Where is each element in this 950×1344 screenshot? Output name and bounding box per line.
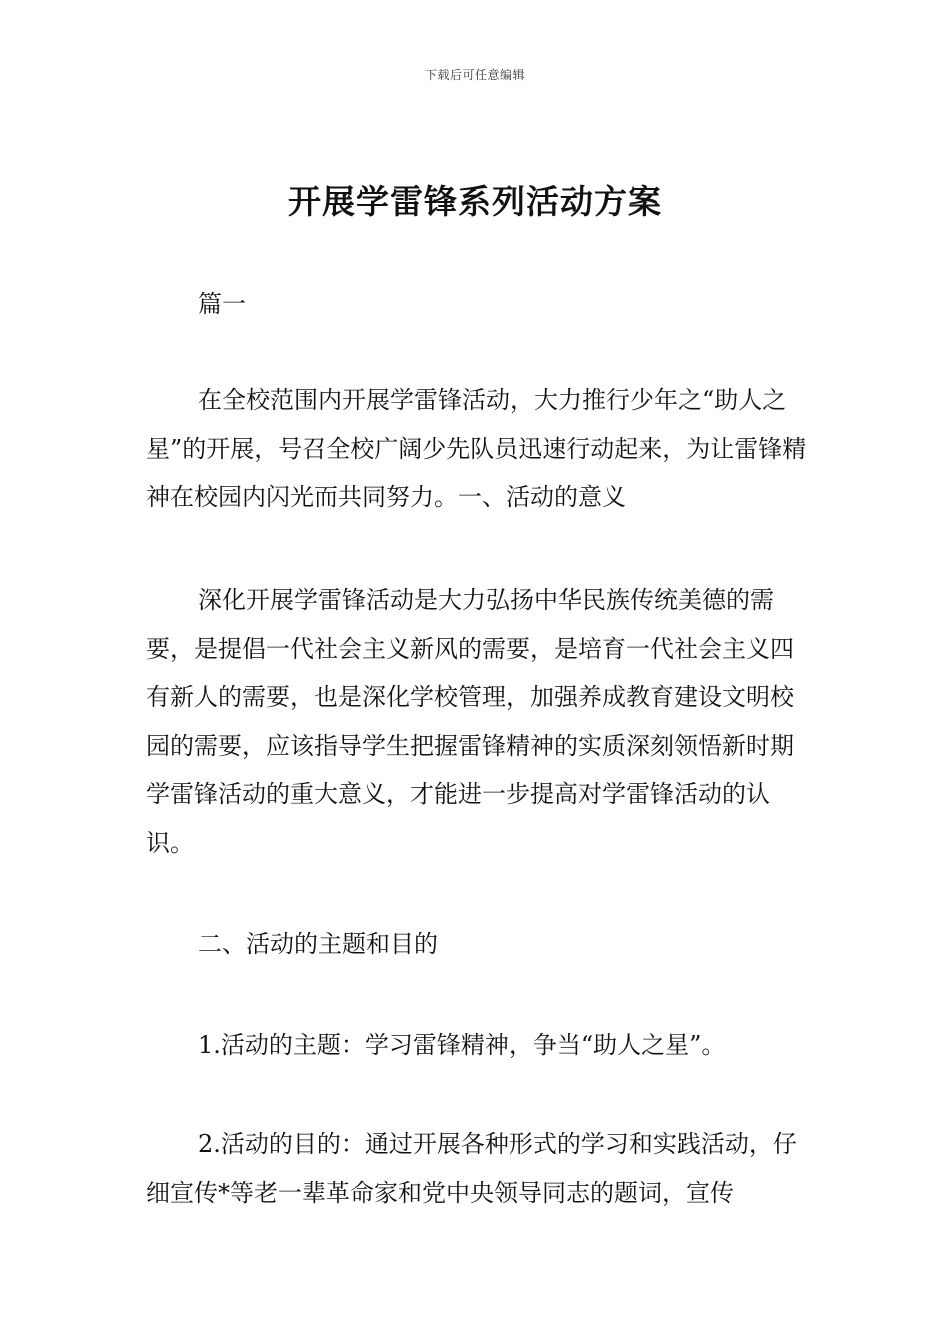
section-heading-theme: 二、活动的主题和目的 bbox=[198, 930, 438, 958]
document-title: 开展学雷锋系列活动方案 bbox=[288, 182, 662, 221]
paragraph-significance: 深化开展学雷锋活动是大力弘扬中华民族传统美德的需要，是提倡一代社会主义新风的需要，是培育一代社会主义四有新人的需要，也是深化学校管理，加强养成教育建设文明校园的需要，应该指导学生把握雷锋精神的实质深刻领悟新时期学雷锋活动的重大意义，才能进一步提高对学雷锋活动的认识。 bbox=[146, 586, 794, 857]
paragraph-theme: 1.活动的主题：学习雷锋精神，争当“助人之星”。 bbox=[198, 1031, 726, 1059]
header-note: 下载后可任意编辑 bbox=[424, 68, 525, 82]
paragraph-purpose: 2.活动的目的：通过开展各种形式的学习和实践活动，仔细宣传*等老一辈革命家和党中央领导同志的题词，宣传 bbox=[146, 1130, 797, 1207]
paragraph-intro: 在全校范围内开展学雷锋活动，大力推行少年之“助人之星”的开展，号召全校广阔少先队员迅速行动起来，为让雷锋精神在校园内闪光而共同努力。一、活动的意义 bbox=[146, 386, 807, 511]
section-label: 篇一 bbox=[198, 290, 246, 318]
